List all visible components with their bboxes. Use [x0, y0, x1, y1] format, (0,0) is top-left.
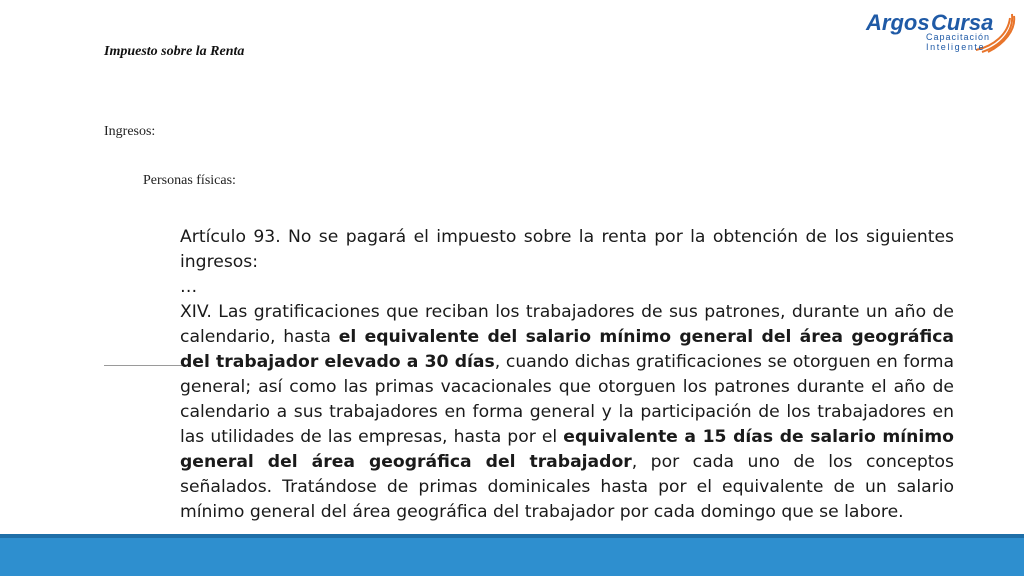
page-title: Impuesto sobre la Renta [104, 44, 245, 59]
article-fraction-xiv [180, 300, 954, 525]
article-emphasis-15-dias: equivalente a 15 días de salario mínimo general del área geográfica del trabajador [180, 427, 954, 472]
article-text-part: XIV. Las gratificaciones que reciban los trabajadores de sus patrones, durante un año de calendario, hasta [180, 302, 954, 347]
footer-stripe [0, 534, 1024, 538]
section-personas-fisicas: Personas físicas: [143, 173, 236, 188]
argoscursa-logo [864, 6, 1016, 56]
logo-name-part2: Cursa [931, 10, 994, 35]
section-ingresos: Ingresos: [104, 124, 156, 139]
logo-tagline-2: Inteligente [926, 42, 986, 52]
article-text-part: , por cada uno de los conceptos señalados. Tratándose de primas dominicales hasta por el equivalente de un salario mínimo general del área geográfica del trabajador por cada domingo que se labore. [180, 452, 954, 522]
article-ellipsis: … [180, 277, 198, 297]
article-text [180, 225, 954, 525]
logo-tagline-1: Capacitación [926, 32, 991, 42]
logo-name-part1: Argos [866, 10, 930, 35]
article-emphasis-30-dias: el equivalente del salario mínimo general del área geográfica del trabajador elevado a 30 días [180, 327, 954, 372]
article-text-part: , cuando dichas gratificaciones se otorguen en forma general; así como las primas vacacionales que otorguen los patrones durante el año de calendario a sus trabajadores en forma general y la participación de los trabajadores en las utilidades de las empresas, hasta por el [180, 352, 954, 447]
article-intro: Artículo 93. No se pagará el impuesto sobre la renta por la obtención de los siguientes ingresos: [180, 227, 954, 272]
footer-bar [0, 534, 1024, 576]
divider-line [104, 365, 188, 366]
